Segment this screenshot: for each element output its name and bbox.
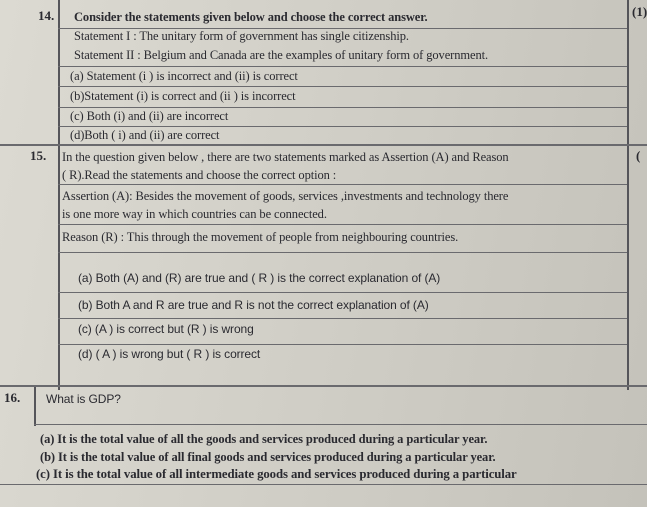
q15-reason: Reason (R) : This through the movement of people from neighbouring countries. [62,230,459,244]
question-number-15: 15. [30,148,47,163]
q14-option-d: (d)Both ( i) and (ii) are correct [70,128,220,142]
row-divider [58,224,627,225]
row-divider [58,86,627,87]
q14-option-b: (b)Statement (i) is correct and (ii ) is incorrect [70,89,296,103]
marks-q15: ( [636,148,641,163]
marks-q14: (1) [632,4,647,19]
row-divider [58,66,627,67]
row-divider [58,318,627,319]
q15-instruction: In the question given below , there are two statements marked as Assertion (A) and Reason [62,150,509,164]
q14-option-c: (c) Both (i) and (ii) are incorrect [70,109,229,123]
q16-option-b: (b) It is the total value of all final goods and services produced during a particular year. [40,450,496,464]
number-column-divider-lower [34,386,36,426]
q15-assertion-cont: is one more way in which countries can be connected. [62,207,327,221]
question-number-14: 14. [38,8,55,23]
q15-option-b: (b) Both A and R are true and R is not the correct explanation of (A) [78,298,429,312]
q14-prompt: Consider the statements given below and choose the correct answer. [74,10,428,24]
bottom-border [0,484,647,485]
row-divider [58,107,627,108]
q15-option-d: (d) ( A ) is wrong but ( R ) is correct [78,347,261,361]
question-divider [0,385,647,387]
marks-column-divider [627,0,629,390]
number-column-divider [58,0,60,390]
row-divider [34,424,647,425]
q14-option-a: (a) Statement (i ) is incorrect and (ii) is correct [70,69,298,83]
question-divider [0,144,647,146]
q15-option-c: (c) (A ) is correct but (R ) is wrong [78,322,254,336]
question-number-16: 16. [4,390,21,405]
row-divider [58,252,627,253]
q15-assertion: Assertion (A): Besides the movement of goods, services ,investments and technology there [62,189,509,203]
q16-option-c: (c) It is the total value of all intermediate goods and services produced during a particular [36,467,517,481]
q14-statement-1: Statement I : The unitary form of government has single citizenship. [74,29,409,43]
q16-prompt: What is GDP? [46,392,121,406]
q16-option-a: (a) It is the total value of all the goods and services produced during a particular year. [40,432,488,446]
q15-instruction-cont: ( R).Read the statements and choose the correct option : [62,168,337,182]
q15-option-a: (a) Both (A) and (R) are true and ( R ) is the correct explanation of (A) [78,271,441,285]
row-divider [58,292,627,293]
q14-statement-2: Statement II : Belgium and Canada are the examples of unitary form of government. [74,48,488,62]
row-divider [58,344,627,345]
row-divider [58,126,627,127]
row-divider [58,184,627,185]
